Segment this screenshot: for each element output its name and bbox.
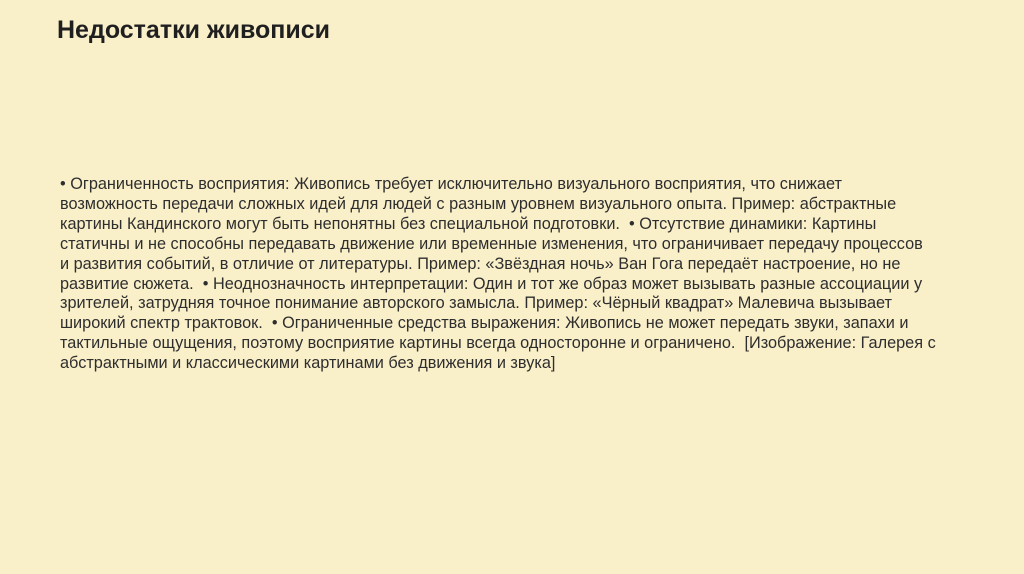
body-line-2: возможность передачи сложных идей для людей с разным уровнем визуального опыта. Пример: абстрактные: [60, 194, 897, 213]
body-line-3: картины Кандинского могут быть непонятны без специальной подготовки. • Отсутствие динамики: Картины: [60, 214, 877, 233]
body-line-7: зрителей, затрудняя точное понимание авторского замысла. Пример: «Чёрный квадрат» Малевича вызывает: [60, 294, 892, 313]
body-line-4: статичны и не способны передавать движение или временные изменения, что ограничивает передачу процессов: [60, 234, 923, 253]
body-line-8: широкий спектр трактовок. • Ограниченные средства выражения: Живопись не может передать звуки, запахи и: [60, 314, 909, 333]
body-line-6: развитие сюжета. • Неоднозначность интерпретации: Один и тот же образ может вызывать разные ассоциации у: [60, 274, 923, 293]
body-line-10: абстрактными и классическими картинами без движения и звука]: [60, 354, 556, 373]
body-line-1: • Ограниченность восприятия: Живопись требует исключительно визуального восприятия, что снижает: [60, 175, 842, 193]
slide-body-text: [60, 175, 980, 374]
body-line-9: тактильные ощущения, поэтому восприятие картины всегда односторонне и ограничено. [Изображение: Галерея с: [60, 334, 936, 353]
body-line-5: и развития событий, в отличие от литературы. Пример: «Звёздная ночь» Ван Гога передаёт настроение, но не: [60, 254, 901, 273]
slide-title: Недостатки живописи: [57, 16, 331, 44]
